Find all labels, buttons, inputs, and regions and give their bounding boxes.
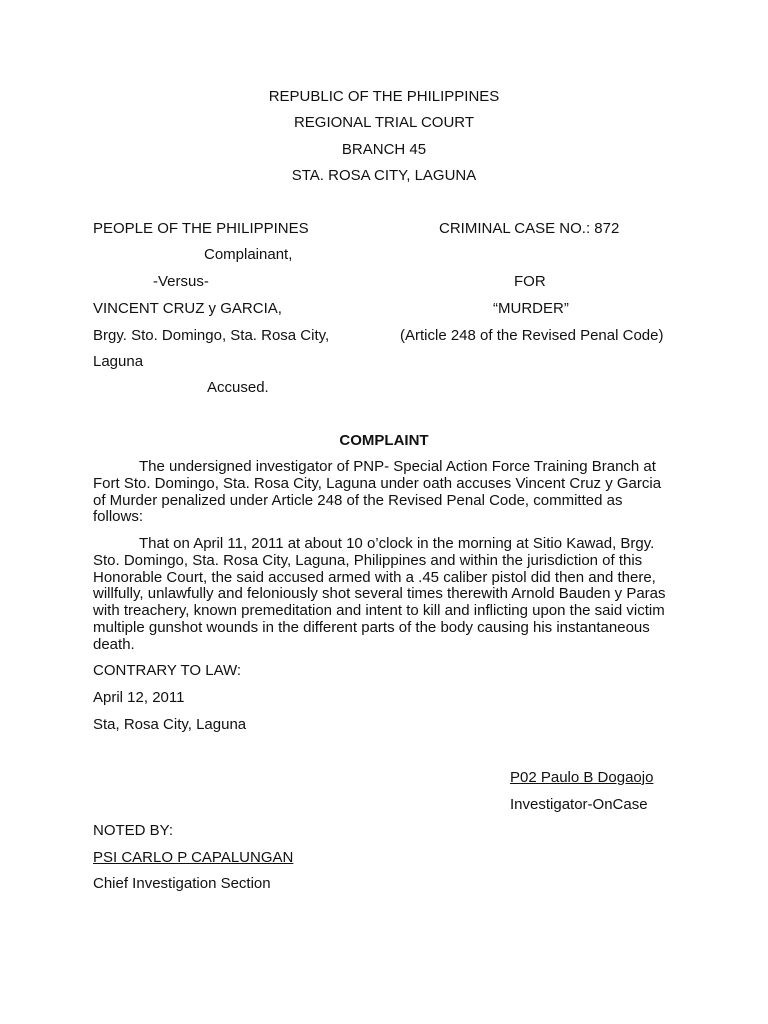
header-court: REGIONAL TRIAL COURT (293, 114, 475, 131)
investigator-title: Investigator-OnCase (510, 796, 648, 813)
chief-name: PSI CARLO P CAPALUNGAN (93, 849, 294, 866)
header-branch: BRANCH 45 (341, 141, 427, 158)
accused-address-line1: Brgy. Sto. Domingo, Sta. Rosa City, (93, 327, 330, 344)
complaint-date: April 12, 2011 (93, 689, 185, 706)
investigator-name: P02 Paulo B Dogaojo (510, 769, 654, 786)
complaint-title: COMPLAINT (339, 432, 429, 449)
complaint-paragraph-facts: That on April 11, 2011 at about 10 o’clock in the morning at Sitio Kawad, Brgy. Sto. Domingo, Sta. Rosa City, Laguna, Philippines and within the jurisdiction of this Honorable Court, the said accused armed with a .45 caliber pistol did then and there, willfully, unlawfully and feloniously shot several times therewith Arnold Bauden y Paras with treachery, known premeditation and intent to kill and inflicting upon the said victim multiple gunshot wounds in the different parts of the body causing his instantaneous death. (93, 535, 666, 653)
chief-title: Chief Investigation Section (93, 875, 271, 892)
versus-label: -Versus- (153, 273, 209, 290)
header-city: STA. ROSA CITY, LAGUNA (291, 167, 477, 184)
complaint-place: Sta, Rosa City, Laguna (93, 716, 247, 733)
header-republic: REPUBLIC OF THE PHILIPPINES (268, 88, 500, 105)
case-number: CRIMINAL CASE NO.: 872 (439, 220, 620, 237)
accused-name: VINCENT CRUZ y GARCIA, (93, 300, 282, 317)
complainant-role: Complainant, (204, 246, 293, 263)
contrary-to-law: CONTRARY TO LAW: (93, 662, 242, 679)
for-label: FOR (514, 273, 546, 290)
accused-address-line2: Laguna (93, 353, 144, 370)
noted-by-label: NOTED BY: (93, 822, 174, 839)
statute-reference: (Article 248 of the Revised Penal Code) (400, 327, 664, 344)
complainant-name: PEOPLE OF THE PHILIPPINES (93, 220, 309, 237)
offense-label: “MURDER” (493, 300, 569, 317)
accused-role: Accused. (207, 379, 269, 396)
complaint-paragraph-intro: The undersigned investigator of PNP- Special Action Force Training Branch at Fort Sto. Domingo, Sta. Rosa City, Laguna under oath accuses Vincent Cruz y Garcia of Murder penalized under Article 248 of the Revised Penal Code, committed as follows: (93, 458, 662, 526)
